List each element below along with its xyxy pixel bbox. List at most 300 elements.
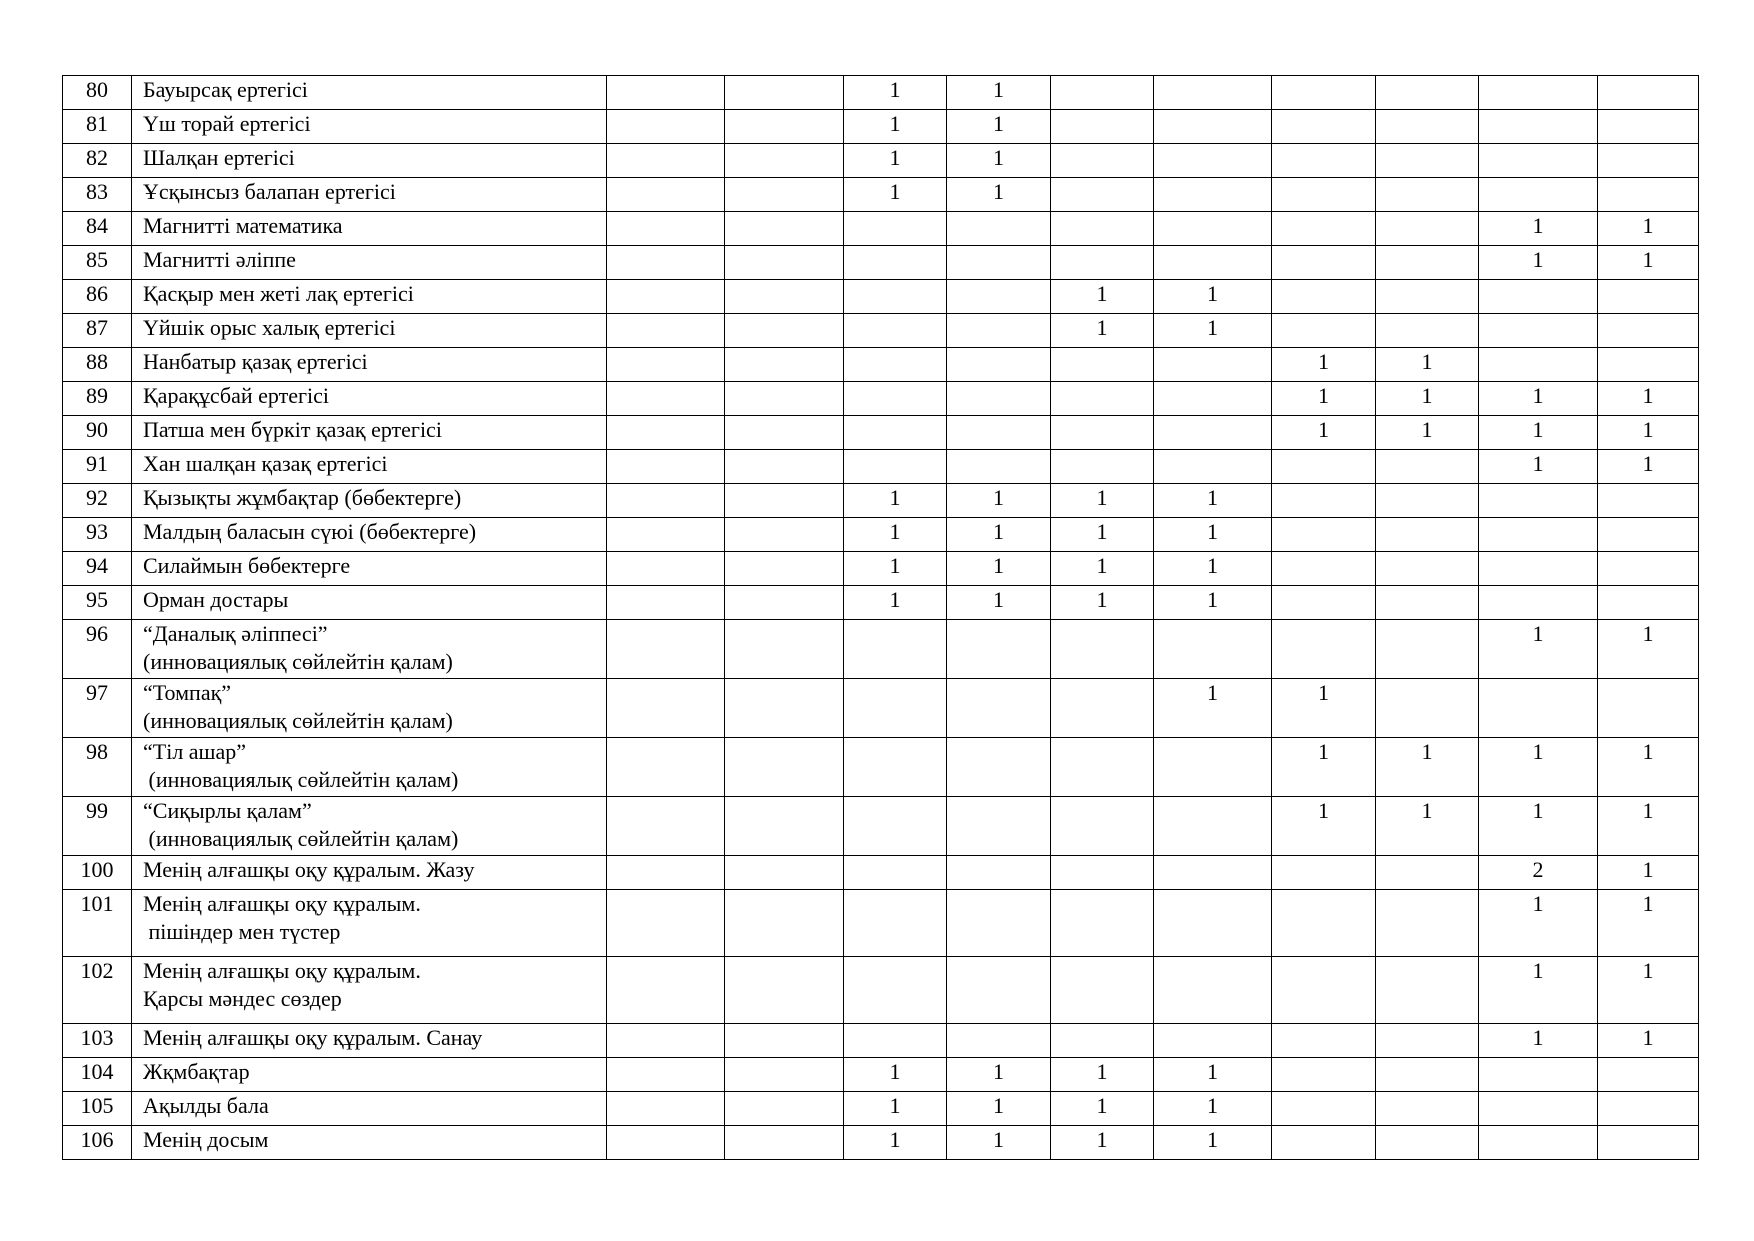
table-row <box>63 620 1699 679</box>
quantity-cell: 1 <box>1051 314 1154 348</box>
quantity-cell <box>1154 797 1272 856</box>
quantity-cell <box>947 738 1051 797</box>
quantity-cell <box>607 518 725 552</box>
quantity-cell <box>607 178 725 212</box>
quantity-cell <box>1051 738 1154 797</box>
row-number: 98 <box>63 738 132 797</box>
table-body <box>63 76 1699 1160</box>
table-row <box>63 212 1699 246</box>
quantity-cell <box>1272 484 1376 518</box>
quantity-cell <box>1051 957 1154 1024</box>
quantity-cell <box>725 416 844 450</box>
quantity-cell <box>1479 314 1598 348</box>
quantity-cell: 1 <box>1154 314 1272 348</box>
item-title <box>132 382 607 416</box>
table-row <box>63 679 1699 738</box>
quantity-cell <box>947 450 1051 484</box>
quantity-cell: 1 <box>947 552 1051 586</box>
inventory-table <box>62 75 1699 1160</box>
quantity-cell <box>607 957 725 1024</box>
quantity-cell: 1 <box>844 1126 947 1160</box>
quantity-cell <box>1598 552 1699 586</box>
quantity-cell <box>1272 314 1376 348</box>
item-title-line: Шалқан ертегісі <box>143 145 295 170</box>
quantity-cell: 1 <box>1154 586 1272 620</box>
quantity-cell: 1 <box>1051 586 1154 620</box>
row-number: 88 <box>63 348 132 382</box>
quantity-cell: 1 <box>1154 1126 1272 1160</box>
quantity-cell <box>1272 110 1376 144</box>
item-title-line: Үйшік орыс халық ертегісі <box>143 315 396 340</box>
quantity-cell <box>1051 382 1154 416</box>
quantity-cell <box>1154 110 1272 144</box>
quantity-cell: 1 <box>1051 1092 1154 1126</box>
quantity-cell: 1 <box>844 518 947 552</box>
row-number: 87 <box>63 314 132 348</box>
item-title <box>132 620 607 679</box>
quantity-cell <box>725 890 844 957</box>
row-number: 103 <box>63 1024 132 1058</box>
row-number: 102 <box>63 957 132 1024</box>
quantity-cell <box>1051 110 1154 144</box>
quantity-cell <box>1376 1126 1479 1160</box>
quantity-cell <box>947 679 1051 738</box>
document-page <box>62 75 1699 1160</box>
quantity-cell <box>947 280 1051 314</box>
quantity-cell: 1 <box>1051 484 1154 518</box>
row-number: 89 <box>63 382 132 416</box>
quantity-cell <box>725 76 844 110</box>
quantity-cell: 1 <box>947 144 1051 178</box>
quantity-cell <box>1154 856 1272 890</box>
row-number: 100 <box>63 856 132 890</box>
quantity-cell <box>1154 246 1272 280</box>
quantity-cell <box>1376 552 1479 586</box>
quantity-cell <box>1598 76 1699 110</box>
quantity-cell <box>725 1092 844 1126</box>
quantity-cell: 1 <box>1598 957 1699 1024</box>
quantity-cell <box>844 348 947 382</box>
quantity-cell <box>607 1126 725 1160</box>
quantity-cell <box>607 450 725 484</box>
row-number: 82 <box>63 144 132 178</box>
quantity-cell <box>725 382 844 416</box>
quantity-cell <box>1376 144 1479 178</box>
quantity-cell: 1 <box>844 552 947 586</box>
quantity-cell <box>607 797 725 856</box>
quantity-cell: 1 <box>844 1092 947 1126</box>
quantity-cell <box>1154 144 1272 178</box>
item-title <box>132 144 607 178</box>
item-title <box>132 679 607 738</box>
item-title-line: Хан шалқан қазақ ертегісі <box>143 451 388 476</box>
quantity-cell <box>1479 679 1598 738</box>
item-title-line: Менің алғашқы оқу құралым. Санау <box>143 1025 483 1050</box>
quantity-cell: 1 <box>1154 679 1272 738</box>
row-number: 81 <box>63 110 132 144</box>
quantity-cell <box>844 212 947 246</box>
item-title-line: Қасқыр мен жеті лақ ертегісі <box>143 281 414 306</box>
table-row <box>63 1024 1699 1058</box>
quantity-cell <box>607 1092 725 1126</box>
quantity-cell <box>1051 416 1154 450</box>
item-title <box>132 1126 607 1160</box>
quantity-cell: 1 <box>844 586 947 620</box>
item-title <box>132 890 607 957</box>
item-title <box>132 76 607 110</box>
quantity-cell <box>725 797 844 856</box>
quantity-cell <box>844 450 947 484</box>
quantity-cell <box>844 620 947 679</box>
quantity-cell <box>725 246 844 280</box>
quantity-cell: 1 <box>1598 890 1699 957</box>
quantity-cell <box>1376 1024 1479 1058</box>
quantity-cell <box>1598 518 1699 552</box>
quantity-cell: 1 <box>1598 382 1699 416</box>
quantity-cell <box>1376 484 1479 518</box>
quantity-cell <box>607 484 725 518</box>
quantity-cell <box>725 212 844 246</box>
item-title-line: Жқмбақтар <box>143 1059 250 1084</box>
quantity-cell <box>1376 314 1479 348</box>
quantity-cell: 1 <box>844 1058 947 1092</box>
item-title-line: Орман достары <box>143 587 289 612</box>
quantity-cell: 1 <box>1479 890 1598 957</box>
quantity-cell <box>1479 348 1598 382</box>
quantity-cell <box>947 1024 1051 1058</box>
quantity-cell: 1 <box>1479 382 1598 416</box>
row-number: 93 <box>63 518 132 552</box>
quantity-cell: 1 <box>1376 738 1479 797</box>
quantity-cell <box>1272 890 1376 957</box>
quantity-cell: 1 <box>1598 620 1699 679</box>
quantity-cell: 1 <box>1479 212 1598 246</box>
quantity-cell: 1 <box>844 76 947 110</box>
quantity-cell <box>1154 348 1272 382</box>
item-title-line: Үш торай ертегісі <box>143 111 311 136</box>
row-number: 84 <box>63 212 132 246</box>
quantity-cell <box>725 178 844 212</box>
quantity-cell <box>1598 314 1699 348</box>
table-row <box>63 797 1699 856</box>
quantity-cell <box>1598 348 1699 382</box>
quantity-cell <box>1598 1058 1699 1092</box>
quantity-cell <box>725 518 844 552</box>
quantity-cell <box>1598 144 1699 178</box>
quantity-cell <box>1479 552 1598 586</box>
table-row <box>63 1092 1699 1126</box>
quantity-cell <box>1272 1058 1376 1092</box>
quantity-cell <box>725 586 844 620</box>
quantity-cell: 1 <box>1051 1126 1154 1160</box>
table-row <box>63 416 1699 450</box>
item-title <box>132 450 607 484</box>
item-title-line: (инновациялық сөйлейтін қалам) <box>143 649 453 674</box>
quantity-cell: 1 <box>1154 518 1272 552</box>
quantity-cell <box>947 246 1051 280</box>
table-row <box>63 382 1699 416</box>
quantity-cell: 1 <box>1479 246 1598 280</box>
quantity-cell <box>1051 212 1154 246</box>
quantity-cell <box>844 890 947 957</box>
quantity-cell <box>844 1024 947 1058</box>
quantity-cell <box>1272 1126 1376 1160</box>
quantity-cell <box>1272 178 1376 212</box>
table-row <box>63 280 1699 314</box>
quantity-cell <box>1272 957 1376 1024</box>
item-title-line: Малдың баласын сүюі (бөбектерге) <box>143 519 477 544</box>
item-title-line: Қарсы мәндес сөздер <box>143 986 342 1011</box>
row-number: 85 <box>63 246 132 280</box>
quantity-cell: 1 <box>947 518 1051 552</box>
quantity-cell: 1 <box>1272 348 1376 382</box>
quantity-cell <box>1479 76 1598 110</box>
item-title <box>132 110 607 144</box>
quantity-cell <box>607 110 725 144</box>
quantity-cell: 1 <box>1479 450 1598 484</box>
row-number: 94 <box>63 552 132 586</box>
quantity-cell <box>725 348 844 382</box>
quantity-cell <box>1376 178 1479 212</box>
row-number: 90 <box>63 416 132 450</box>
quantity-cell <box>844 679 947 738</box>
table-row <box>63 178 1699 212</box>
quantity-cell <box>1154 890 1272 957</box>
quantity-cell <box>607 246 725 280</box>
quantity-cell <box>1376 518 1479 552</box>
quantity-cell <box>1376 957 1479 1024</box>
quantity-cell <box>1598 280 1699 314</box>
quantity-cell: 1 <box>947 1092 1051 1126</box>
item-title <box>132 280 607 314</box>
item-title-line: Қызықты жұмбақтар (бөбектерге) <box>143 485 462 510</box>
quantity-cell <box>607 348 725 382</box>
quantity-cell <box>1272 552 1376 586</box>
quantity-cell: 1 <box>1051 518 1154 552</box>
quantity-cell <box>725 1058 844 1092</box>
quantity-cell <box>607 679 725 738</box>
quantity-cell <box>947 416 1051 450</box>
quantity-cell: 1 <box>1376 348 1479 382</box>
quantity-cell <box>947 856 1051 890</box>
quantity-cell: 1 <box>1376 416 1479 450</box>
table-row <box>63 1126 1699 1160</box>
quantity-cell: 1 <box>1154 280 1272 314</box>
quantity-cell <box>844 382 947 416</box>
table-row <box>63 890 1699 957</box>
quantity-cell <box>1598 679 1699 738</box>
row-number: 92 <box>63 484 132 518</box>
table-row <box>63 484 1699 518</box>
row-number: 96 <box>63 620 132 679</box>
quantity-cell <box>607 1058 725 1092</box>
table-row <box>63 957 1699 1024</box>
item-title <box>132 1024 607 1058</box>
quantity-cell <box>725 738 844 797</box>
quantity-cell: 2 <box>1479 856 1598 890</box>
quantity-cell <box>947 620 1051 679</box>
row-number: 106 <box>63 1126 132 1160</box>
quantity-cell <box>1154 416 1272 450</box>
quantity-cell <box>947 314 1051 348</box>
item-title <box>132 738 607 797</box>
table-row <box>63 856 1699 890</box>
quantity-cell <box>1051 144 1154 178</box>
item-title <box>132 856 607 890</box>
item-title-line: Қарақұсбай ертегісі <box>143 383 330 408</box>
quantity-cell: 1 <box>1598 738 1699 797</box>
quantity-cell <box>607 144 725 178</box>
quantity-cell <box>1051 856 1154 890</box>
row-number: 86 <box>63 280 132 314</box>
quantity-cell: 1 <box>1376 797 1479 856</box>
quantity-cell <box>607 1024 725 1058</box>
quantity-cell: 1 <box>1598 450 1699 484</box>
item-title-line: (инновациялық сөйлейтін қалам) <box>143 826 459 851</box>
quantity-cell <box>844 280 947 314</box>
item-title-line: Бауырсақ ертегісі <box>143 77 308 102</box>
item-title-line: “Даналық әліппесі” <box>143 621 328 646</box>
quantity-cell: 1 <box>1154 552 1272 586</box>
quantity-cell: 1 <box>1051 552 1154 586</box>
item-title <box>132 957 607 1024</box>
quantity-cell <box>725 1024 844 1058</box>
quantity-cell: 1 <box>1479 797 1598 856</box>
quantity-cell <box>725 110 844 144</box>
quantity-cell <box>1154 382 1272 416</box>
quantity-cell <box>1376 450 1479 484</box>
table-row <box>63 738 1699 797</box>
row-number: 105 <box>63 1092 132 1126</box>
quantity-cell <box>1154 1024 1272 1058</box>
item-title-line: “Томпақ” <box>143 680 232 705</box>
quantity-cell: 1 <box>844 144 947 178</box>
quantity-cell: 1 <box>1479 1024 1598 1058</box>
quantity-cell <box>607 212 725 246</box>
item-title <box>132 484 607 518</box>
item-title <box>132 212 607 246</box>
quantity-cell <box>1272 586 1376 620</box>
quantity-cell <box>607 856 725 890</box>
quantity-cell: 1 <box>1598 797 1699 856</box>
quantity-cell <box>1479 518 1598 552</box>
quantity-cell <box>1154 450 1272 484</box>
quantity-cell: 1 <box>1376 382 1479 416</box>
quantity-cell <box>1051 679 1154 738</box>
quantity-cell <box>1154 738 1272 797</box>
quantity-cell <box>725 280 844 314</box>
quantity-cell: 1 <box>1272 382 1376 416</box>
quantity-cell <box>844 957 947 1024</box>
quantity-cell <box>844 314 947 348</box>
quantity-cell <box>1272 620 1376 679</box>
item-title <box>132 416 607 450</box>
quantity-cell: 1 <box>844 178 947 212</box>
quantity-cell: 1 <box>1154 1092 1272 1126</box>
item-title-line: Силаймын бөбектерге <box>143 553 351 578</box>
quantity-cell <box>947 797 1051 856</box>
quantity-cell <box>947 348 1051 382</box>
quantity-cell <box>1479 110 1598 144</box>
quantity-cell <box>1376 679 1479 738</box>
table-row <box>63 348 1699 382</box>
quantity-cell: 1 <box>1272 797 1376 856</box>
quantity-cell <box>725 620 844 679</box>
quantity-cell <box>1479 1092 1598 1126</box>
quantity-cell: 1 <box>1598 856 1699 890</box>
row-number: 80 <box>63 76 132 110</box>
quantity-cell: 1 <box>844 110 947 144</box>
quantity-cell <box>1272 1092 1376 1126</box>
quantity-cell: 1 <box>1479 620 1598 679</box>
quantity-cell <box>1376 76 1479 110</box>
quantity-cell <box>1051 450 1154 484</box>
quantity-cell <box>844 797 947 856</box>
row-number: 101 <box>63 890 132 957</box>
quantity-cell <box>1154 76 1272 110</box>
quantity-cell <box>1376 212 1479 246</box>
table-row <box>63 110 1699 144</box>
item-title-line: Нанбатыр қазақ ертегісі <box>143 349 368 374</box>
quantity-cell <box>947 890 1051 957</box>
quantity-cell <box>1376 280 1479 314</box>
quantity-cell: 1 <box>1598 246 1699 280</box>
quantity-cell <box>1376 586 1479 620</box>
quantity-cell <box>1479 280 1598 314</box>
item-title-line: Магнитті математика <box>143 213 343 238</box>
quantity-cell: 1 <box>1272 738 1376 797</box>
quantity-cell <box>1376 1058 1479 1092</box>
quantity-cell <box>607 314 725 348</box>
quantity-cell <box>1272 246 1376 280</box>
quantity-cell <box>725 957 844 1024</box>
quantity-cell <box>725 552 844 586</box>
quantity-cell <box>1376 856 1479 890</box>
row-number: 97 <box>63 679 132 738</box>
item-title-line: (инновациялық сөйлейтін қалам) <box>143 767 459 792</box>
quantity-cell <box>1051 1024 1154 1058</box>
quantity-cell: 1 <box>1479 738 1598 797</box>
quantity-cell <box>607 738 725 797</box>
table-row <box>63 1058 1699 1092</box>
item-title-line: Патша мен бүркіт қазақ ертегісі <box>143 417 442 442</box>
table-row <box>63 246 1699 280</box>
quantity-cell <box>1272 450 1376 484</box>
quantity-cell: 1 <box>947 1058 1051 1092</box>
table-row <box>63 518 1699 552</box>
quantity-cell: 1 <box>844 484 947 518</box>
quantity-cell <box>607 890 725 957</box>
quantity-cell <box>725 1126 844 1160</box>
quantity-cell <box>1051 890 1154 957</box>
item-title <box>132 178 607 212</box>
quantity-cell: 1 <box>947 110 1051 144</box>
quantity-cell <box>725 679 844 738</box>
quantity-cell <box>725 856 844 890</box>
quantity-cell <box>1479 178 1598 212</box>
quantity-cell <box>1272 856 1376 890</box>
quantity-cell <box>844 856 947 890</box>
row-number: 99 <box>63 797 132 856</box>
item-title <box>132 246 607 280</box>
quantity-cell <box>1598 1126 1699 1160</box>
quantity-cell <box>607 552 725 586</box>
quantity-cell <box>1051 797 1154 856</box>
quantity-cell <box>607 620 725 679</box>
quantity-cell <box>1154 178 1272 212</box>
quantity-cell <box>1051 76 1154 110</box>
quantity-cell <box>1598 484 1699 518</box>
